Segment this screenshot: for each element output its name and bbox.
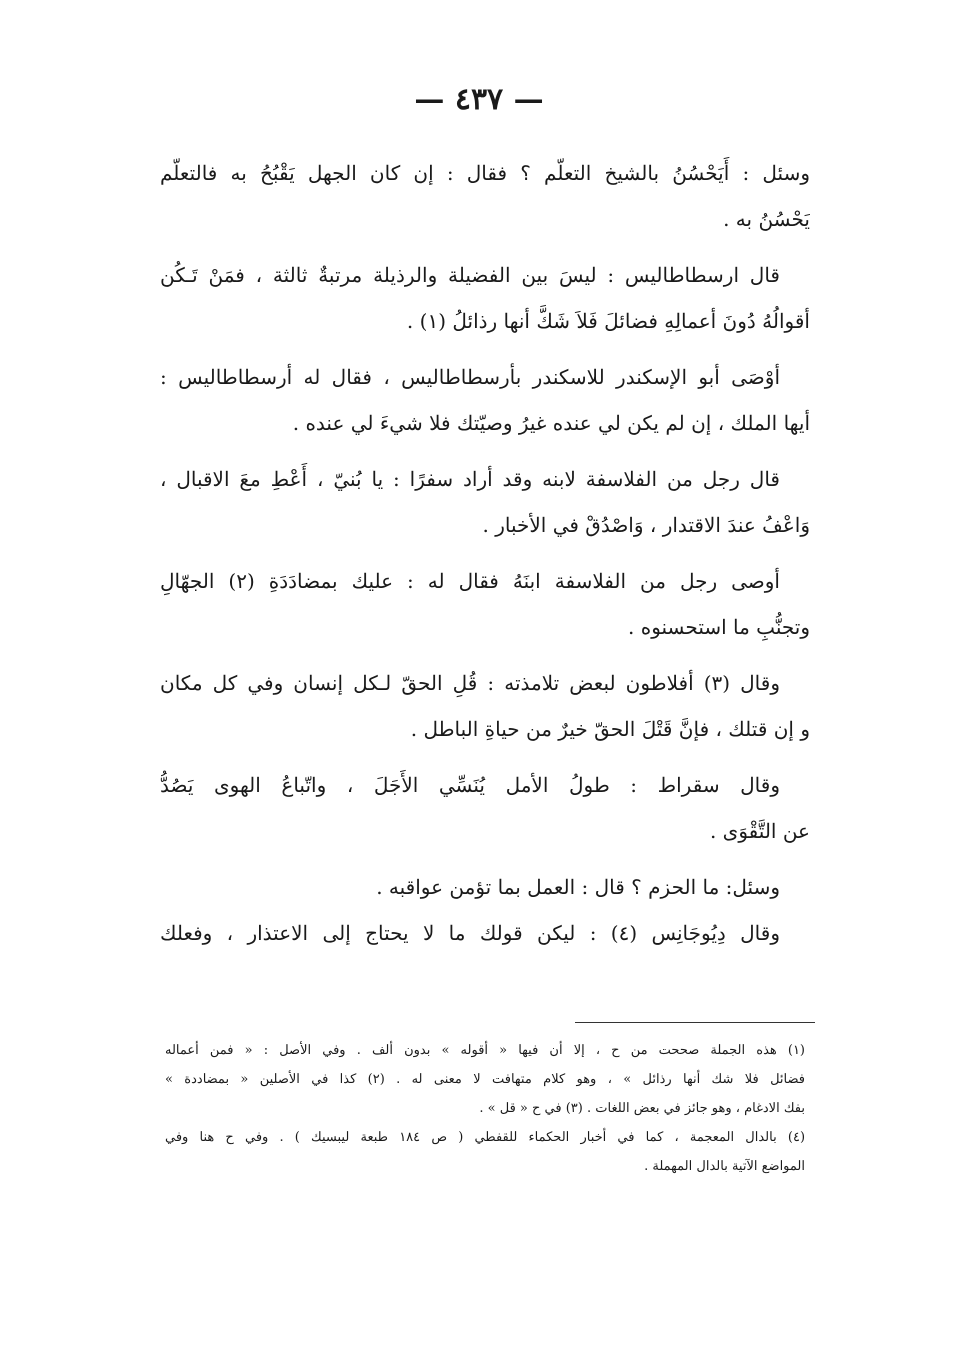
text-line: وتجنُّبِ ما استحسنوه . xyxy=(628,615,810,639)
text-line: أقوالُهُ دُونَ أعمالِهِ فضائلَ فَلاَ شَكَّ أنها رذائلُ (١) . xyxy=(406,309,810,333)
text-line: وقال (٣) أفلاطون لبعض تلامذته : قُلِ الحقّ لـكل إنسان وفي كل مكان xyxy=(160,671,780,695)
text-line: قال ارسطاطاليس : ليسَ بين الفضيلة والرذيلة مرتبةٌ ثالثة ، فمَنْ تَـكُن xyxy=(160,263,780,287)
footnote-line: المواضع الآتية بالدال المهملة . xyxy=(644,1159,805,1174)
text-line: وسئل: ما الحزم ؟ قال : العمل بما تؤمن عواقبه . xyxy=(376,875,780,899)
footnote-divider xyxy=(575,1022,815,1023)
page-number: — ٤٣٧ — xyxy=(414,82,544,117)
text-line: أوصى رجل من الفلاسفة ابنَهُ فقال له : عليك بمضادَدَةِ (٢) الجهّالِ xyxy=(160,569,780,593)
text-line: وقال سقراط : طولُ الأمل يُنَسِّي الأَجَلَ ، واتّباعُ الهوى يَصُدُّ xyxy=(160,773,780,797)
footnote-line: بفك الادغام ، وهو جائز في بعض اللغات . (٣) في ح « قل » . xyxy=(479,1101,805,1116)
text-line: و إن قتلك ، فإنَّ قَتْلَ الحقّ خيرٌ من حياةِ الباطل . xyxy=(410,717,810,741)
text-line: وسئل : أَيَحْسُنُ بالشيخ التعلّم ؟ فقال : إن كان الجهل يَقْبُحُ به فالتعلّم xyxy=(160,161,810,185)
text-line: أوْصَى أبو الإسكندر للاسكندر بأرسطاطاليس ، فقال له أرسطاطاليس : xyxy=(160,365,780,389)
main-text xyxy=(160,150,810,956)
text-line: وقال دِيُوجَانِس (٤) : ليكن قولك ما لا يحتاج إلى الاعتذار ، وفعلك xyxy=(160,921,780,945)
footnotes xyxy=(165,1036,805,1181)
text-line: وَاعْفُ عندَ الاقتدار ، وَاصْدُقْ في الأخبار . xyxy=(482,513,810,537)
footnote-line: (٤) بالدال المعجمة ، كما في أخبار الحكماء للقفطي ( ص ١٨٤ طبعة ليبسيك ) . وفي ح هنا وفي xyxy=(165,1130,805,1145)
text-line: يَحْسُنُ به . xyxy=(723,207,810,231)
text-line: أيها الملك ، إن لم يكن لي عنده غيرُ وصيّتك فلا شيءَ لي عنده . xyxy=(292,411,810,435)
text-line: قال رجل من الفلاسفة لابنه وقد أراد سفرًا : يا بُنيّ ، أَعْطِ معَ الاقبال ، xyxy=(160,467,780,491)
text-line: عن التَّقْوَى . xyxy=(709,819,810,843)
footnote-line: فضائل فلا شك أنها رذائل » ، وهو كلام متهافت لا معنى له . (٢) كذا في الأصلين « بمضاددة » xyxy=(165,1072,805,1087)
footnote-line: (١) هذه الجملة صححت من ح ، إلا أن فيها « أقوله » بدون ألف . وفي الأصل : « فمن أعماله xyxy=(165,1043,805,1058)
